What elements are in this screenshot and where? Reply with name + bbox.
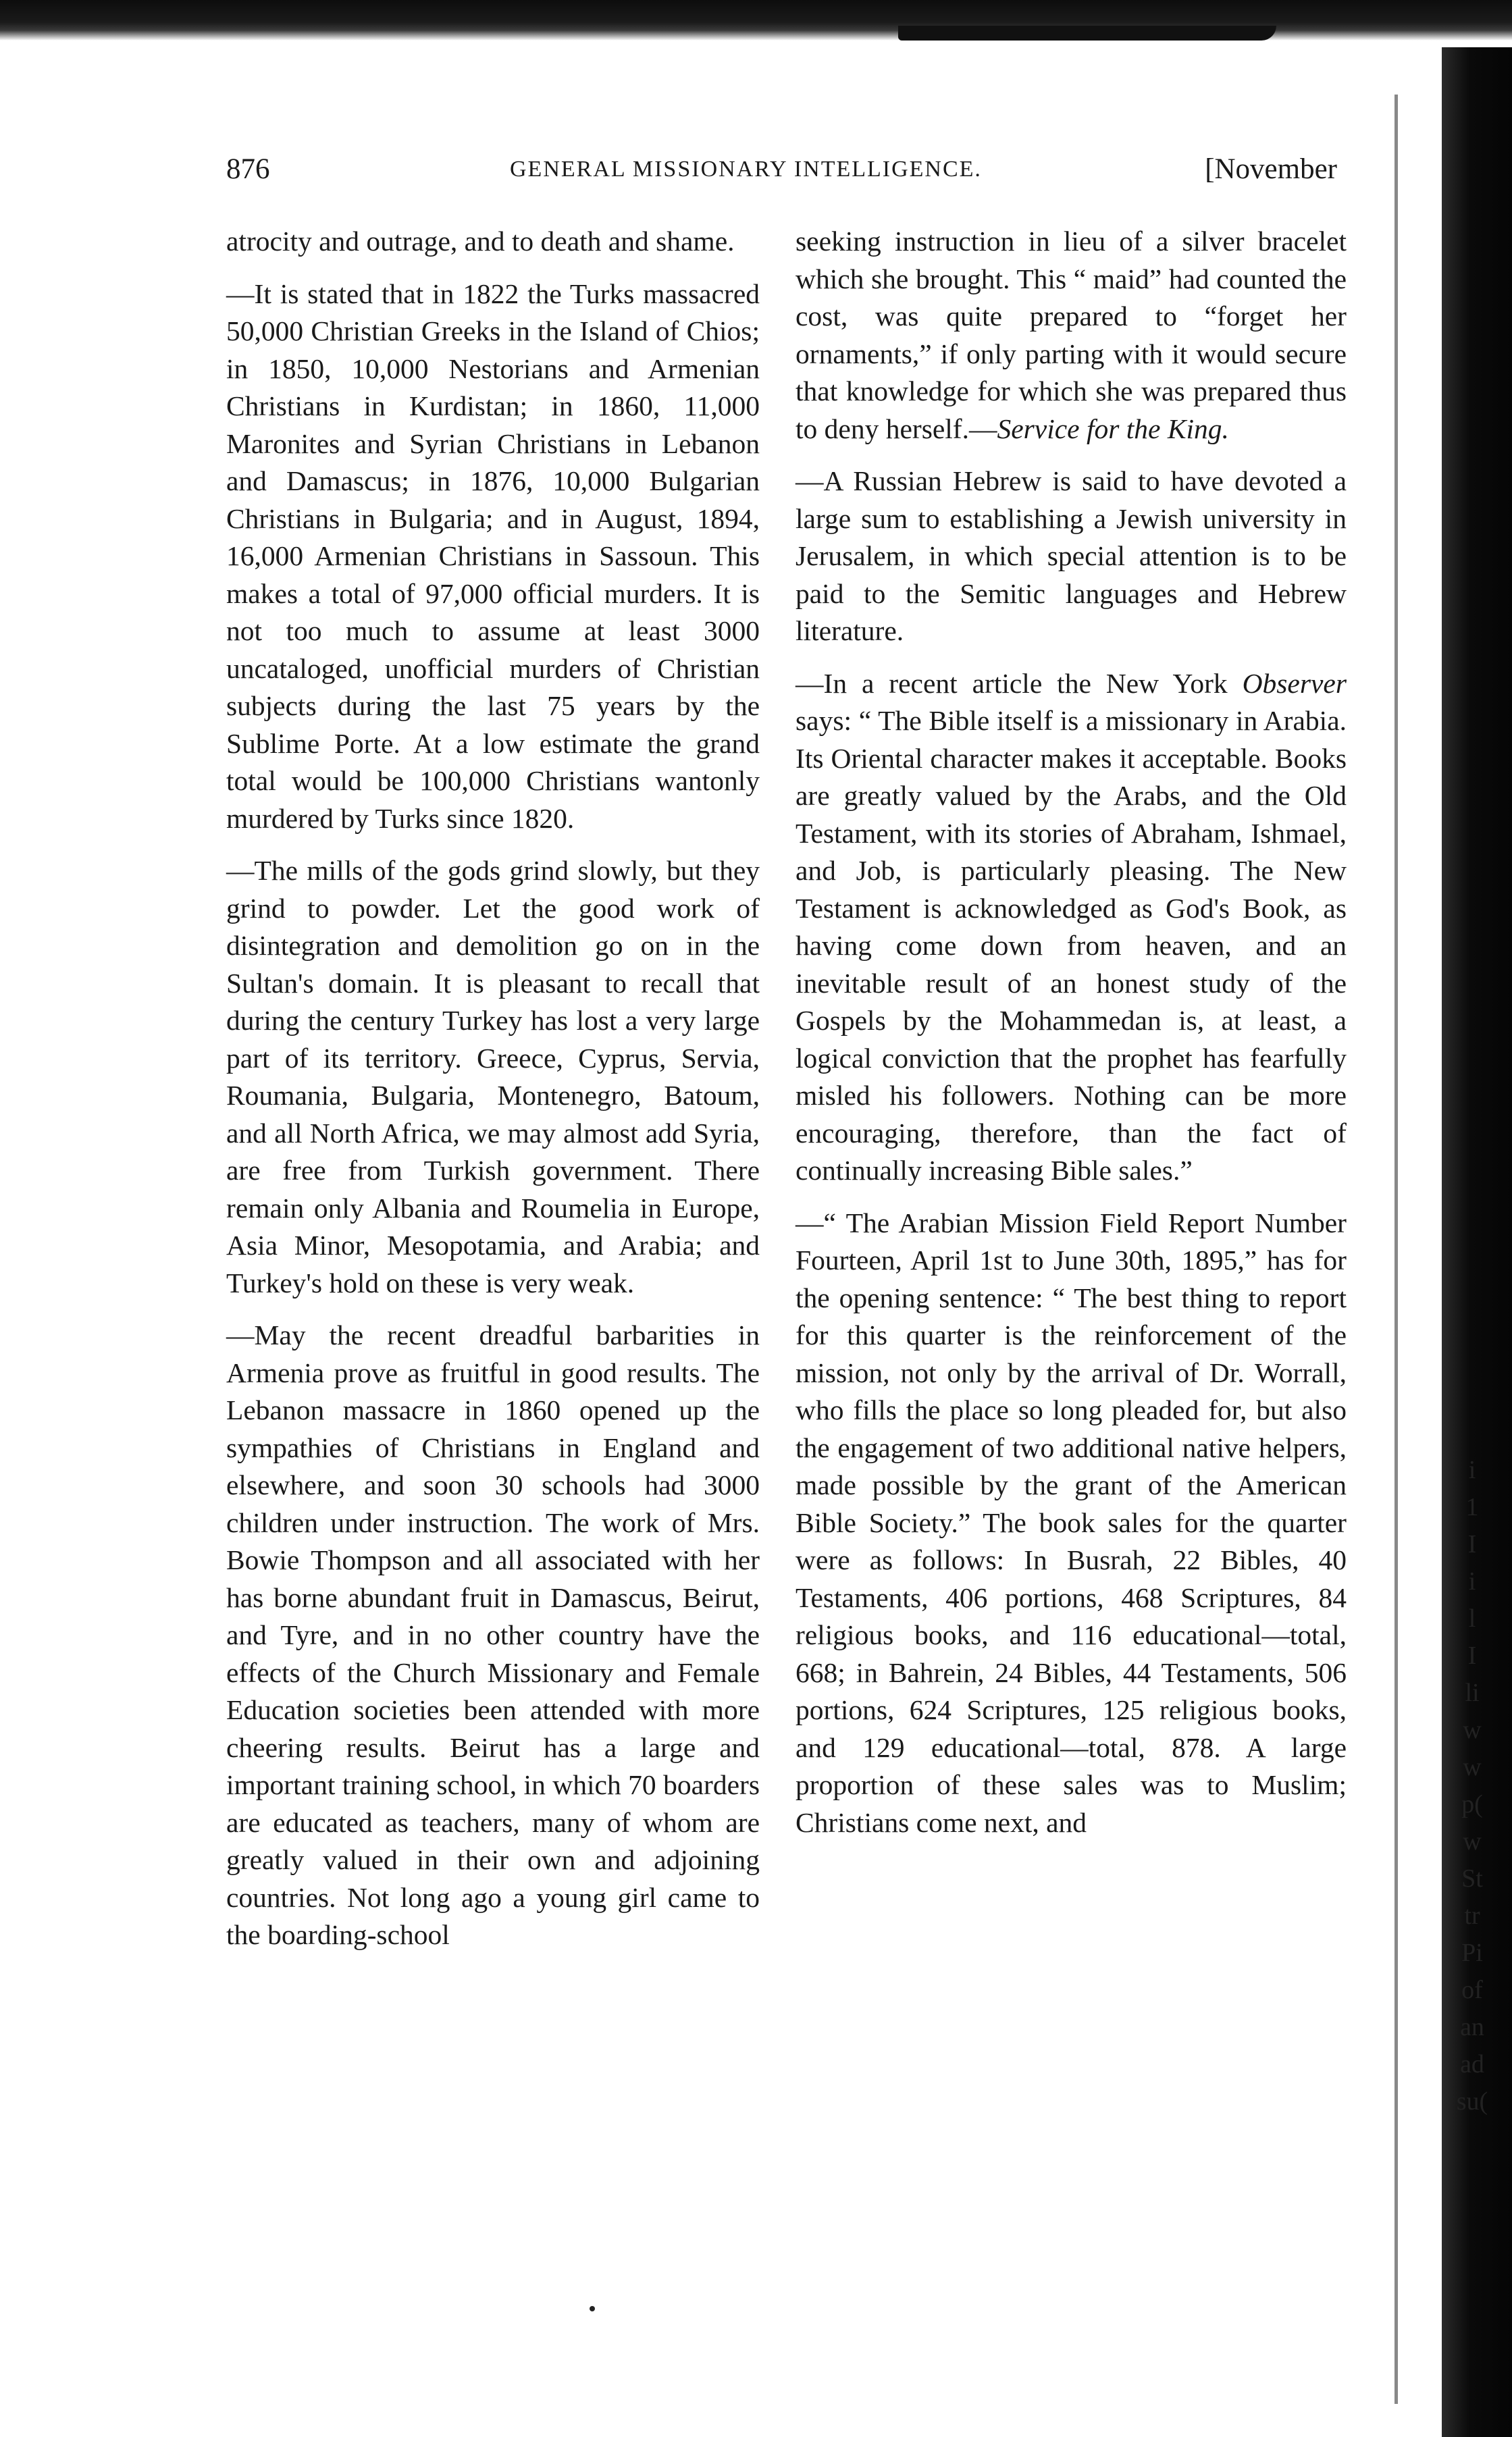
margin-fragment: su( [1456,2087,1488,2116]
page-header [226,153,1337,193]
paragraph [796,665,1347,1190]
binding-line [1394,95,1398,2404]
margin-fragment: ad [1460,2050,1484,2078]
margin-fragment: i [1468,1456,1476,1484]
paragraph-text: —In a recent article the New York [796,667,1228,699]
margin-fragment: 1 [1465,1493,1479,1521]
paragraph: —The mills of the gods grind slowly, but they grind to powder. Let the good work of disintegration and demolition go on in the Sultan's domain. It is pleasant to recall that during the century Turkey has lost a very large part of its territory. Greece, Cyprus, Servia, Roumania, Bulgaria, Montenegro, Batoum, and all North Africa, we may almost add Syria, are free from Turkish government. There remain only Albania and Roumelia in Europe, Asia Minor, Mesopotamia, and Arabia; and Turkey's hold on these is very weak. [226,855,760,1299]
margin-fragment: an [1460,2013,1484,2041]
next-page-fragments [1435,1452,1509,2120]
margin-fragment: I [1467,1642,1477,1670]
paragraph: atrocity and outrage, and to death and shame. [226,226,735,257]
paragraph: —“ The Arabian Mission Field Report Number Fourteen, April 1st to June 30th, 1895,” has for the opening sentence: “ The best thing to report for this quarter is the reinforcement of the mission, not only by the arrival of Dr. Worrall, who fills the place so long pleaded for, but also the engagement of two additional native helpers, made possible by the grant of the American Bible Society.” The book sales for the quarter were as follows: In Busrah, 22 Bibles, 40 Testaments, 406 portions, 468 Scriptures, 84 religious books, and 116 educational—total, 668; in Bahrein, 24 Bibles, 44 Testaments, 506 portions, 624 Scriptures, 125 religious books, and 129 educational—total, 878. A large proportion of these sales was to Muslim; Christians come next, and [796,1207,1347,1838]
month-label: [November [1205,153,1337,185]
margin-fragment: p( [1461,1790,1483,1818]
page-number: 876 [226,153,270,185]
margin-fragment: w [1463,1716,1482,1744]
margin-fragment: Pi [1461,1939,1483,1967]
paragraph: —A Russian Hebrew is said to have devoted a large sum to establishing a Jewish university in Jerusalem, in which special attention is to be paid to the Semitic languages and Hebrew literature. [796,465,1347,646]
right-column [796,223,1347,1841]
source-citation: Service for the King. [997,413,1229,444]
margin-fragment: of [1461,1976,1483,2004]
paragraph-text: says: “ The Bible itself is a missionary in Arabia. Its Oriental character makes it acceptable. Books are greatly valued by the Arabs, and the Old Testament, with its stories of Abraham, Ishmael, and Job, is particularly pleasing. The New Testament is acknowledged as God's Book, as having come down from heaven, and an inevitable result of an honest study of the Gospels by the Mohammedan is, at least, a logical conviction that the prophet has fearfully misled his followers. Nothing can be more encouraging, therefore, than the fact of continually increasing Bible sales.” [796,705,1347,1186]
page-top-shadow [0,0,1512,41]
margin-fragment: tr [1464,1902,1480,1930]
paragraph [796,223,1347,448]
margin-fragment: li [1465,1679,1480,1707]
margin-fragment: w [1463,1827,1482,1856]
margin-fragment: w [1463,1753,1482,1781]
running-title: GENERAL MISSIONARY INTELLIGENCE. [510,157,982,182]
margin-fragment: i [1468,1567,1476,1596]
journal-name: Observer [1242,667,1347,699]
ink-dot [590,2306,595,2311]
margin-fragment: l [1468,1604,1476,1633]
paragraph: —It is stated that in 1822 the Turks massacred 50,000 Christian Greeks in the Island of Chios; in 1850, 10,000 Nestorians and Armenian Christians in Kurdistan; in 1860, 11,000 Maronites and Syrian Christians in Lebanon and Damascus; in 1876, 10,000 Bulgarian Christians in Bulgaria; and in August, 1894, 16,000 Armenian Christians in Sassoun. This makes a total of 97,000 official murders. It is not too much to assume at least 3000 uncataloged, unofficial murders of Christian subjects during the last 75 years by the Sublime Porte. At a low estimate the grand total would be 100,000 Christians wantonly murdered by Turks since 1820. [226,278,760,834]
margin-fragment: St [1461,1864,1483,1893]
margin-fragment: I [1467,1530,1477,1558]
paragraph-text: seeking instruction in lieu of a silver bracelet which she brought. This “ maid” had counted the cost, was quite prepared to “forget her ornaments,” if only parting with it would secure that knowledge for which she was prepared thus to deny herself.— [796,226,1347,444]
left-column [226,223,760,1954]
paragraph: —May the recent dreadful barbarities in Armenia prove as fruitful in good results. The Lebanon massacre in 1860 opened up the sympathies of Christians in England and elsewhere, and soon 30 schools had 3000 children under instruction. The work of Mrs. Bowie Thompson and all associated with her has borne abundant fruit in Damascus, Beirut, and Tyre, and in no other country have the effects of the Church Missionary and Female Education societies been attended with more cheering results. Beirut has a large and important training school, in which 70 boarders are educated as teachers, many of whom are greatly valued in their own and adjoining countries. Not long ago a young girl came to the boarding-school [226,1319,760,1950]
